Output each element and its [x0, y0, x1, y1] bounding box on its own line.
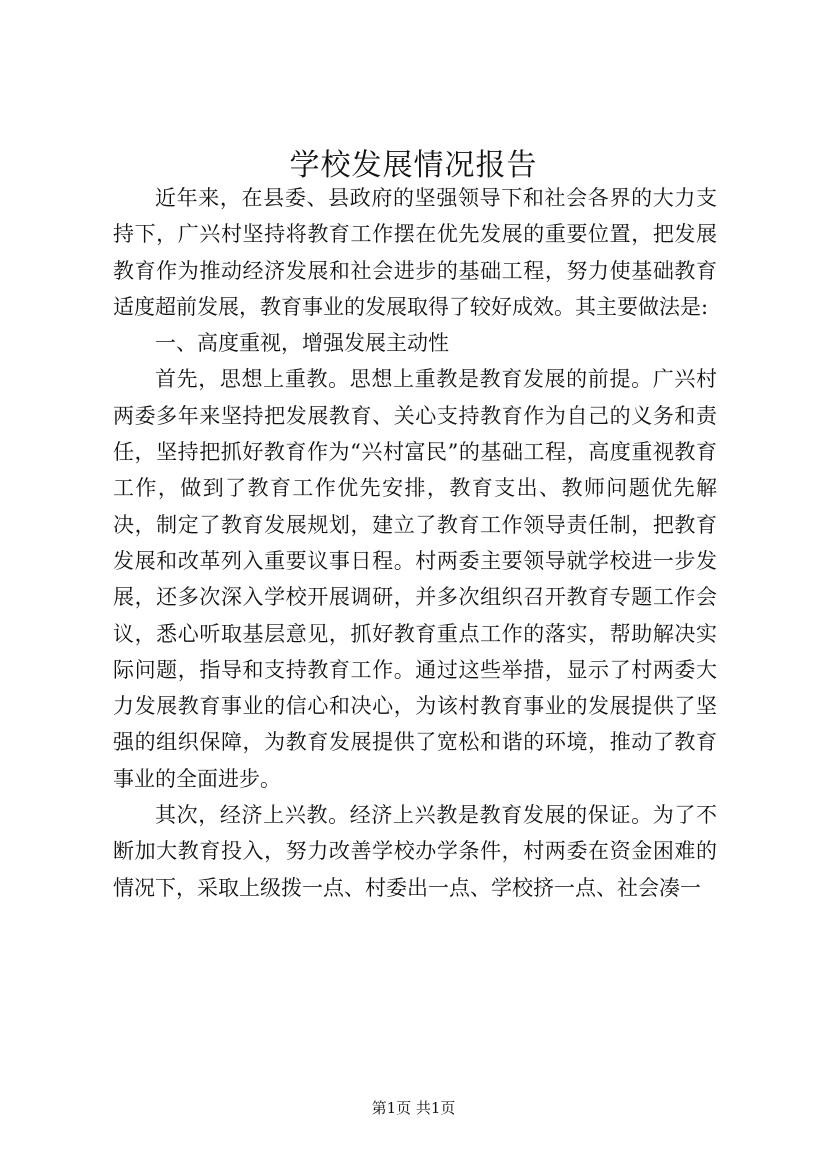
document-body [113, 180, 717, 906]
page-footer: 第1页 共1页 [371, 1099, 456, 1117]
section-heading-1: 一、高度重视，增强发展主动性 [155, 331, 449, 356]
paragraph-intro: 近年来，在县委、县政府的坚强领导下和社会各界的大力支持下，广兴村坚持将教育工作摆在优先发展的重要位置，把发展教育作为推动经济发展和社会进步的基础工程，努力使基础教育适度超前发展，教育事业的发展取得了较好成效。其主要做法是: [113, 186, 717, 319]
paragraph-second: 其次，经济上兴教。经济上兴教是教育发展的保证。为了不断加大教育投入，努力改善学校办学条件，村两委在资金困难的情况下，采取上级拨一点、村委出一点、学校挤一点、社会凑一 [113, 803, 717, 900]
document-title: 学校发展情况报告 [289, 148, 538, 183]
paragraph-first: 首先，思想上重教。思想上重教是教育发展的前提。广兴村两委多年来坚持把发展教育、关心支持教育作为自己的义务和责任，坚持把抓好教育作为“兴村富民”的基础工程，高度重视教育工作，做到了教育工作优先安排，教育支出、教师问题优先解决，制定了教育发展规划，建立了教育工作领导责任制，把教育发展和改革列入重要议事日程。村两委主要领导就学校进一步发展，还多次深入学校开展调研，并多次组织召开教育专题工作会议，悉心听取基层意见，抓好教育重点工作的落实，帮助解决实际问题，指导和支持教育工作。通过这些举措，显示了村两委大力发展教育事业的信心和决心，为该村教育事业的发展提供了坚强的组织保障，为教育发展提供了宽松和谐的环境，推动了教育事业的全面进步。 [113, 367, 717, 791]
